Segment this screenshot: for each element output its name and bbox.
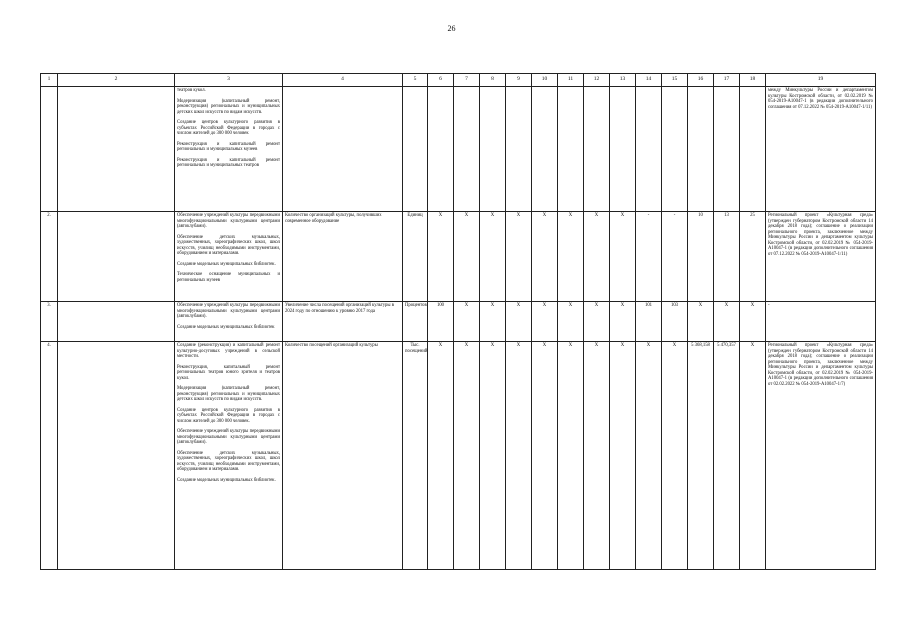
column-header: 10 [532, 74, 558, 87]
value-cell [428, 87, 454, 212]
col2-cell [58, 212, 175, 302]
value-cell: Х [558, 212, 584, 302]
value-cell [610, 87, 636, 212]
value-cell [480, 87, 506, 212]
col2-cell [58, 342, 175, 570]
column-header: 1 [41, 74, 58, 87]
row-number [41, 87, 58, 212]
value-cell: - [636, 212, 662, 302]
value-cell: Х [558, 302, 584, 342]
unit-cell: Единиц [403, 212, 428, 302]
value-cell [506, 87, 532, 212]
value-cell: Х [454, 342, 480, 570]
value-cell: Х [480, 302, 506, 342]
value-cell: Х [480, 212, 506, 302]
measure-item: Создание модельных муниципальных библиотек. [177, 261, 276, 267]
value-cell: Х [740, 302, 766, 342]
value-cell [584, 87, 610, 212]
measure-item: Создание модельных муниципальных библиотек [177, 324, 275, 330]
value-cell: Х [506, 342, 532, 570]
value-cell: Х [428, 212, 454, 302]
measure-item: Обеспечение детских музыкальных, художественных, хореографических школ, школ искусств, училищ необходимыми инструментами, оборудованием и материалами. [177, 450, 280, 472]
value-cell [688, 87, 714, 212]
value-cell [662, 87, 688, 212]
column-header: 12 [584, 74, 610, 87]
plan-table [40, 73, 876, 570]
row-number: 4. [41, 342, 58, 570]
column-header: 9 [506, 74, 532, 87]
value-cell: Х [662, 342, 688, 570]
row-number: 3. [41, 302, 58, 342]
indicator-name: Количество организаций культуры, получивших современное оборудование [283, 212, 403, 302]
unit-cell: Тыс. посещений [403, 342, 428, 570]
measure-item: Модернизация (капитальный ремонт, реконструкция) региональных и муниципальных детских школ искусств по видам искусств. [177, 386, 280, 402]
value-cell [454, 87, 480, 212]
unit-cell: Процентов [403, 302, 428, 342]
column-header: 6 [428, 74, 454, 87]
value-cell: 10 [688, 212, 714, 302]
value-cell: Х [610, 302, 636, 342]
column-header: 15 [662, 74, 688, 87]
measure-list [175, 342, 283, 570]
value-cell: Х [740, 342, 766, 570]
value-cell: Х [506, 302, 532, 342]
column-header: 3 [175, 74, 283, 87]
row-number: 2. [41, 212, 58, 302]
value-cell: Х [584, 212, 610, 302]
indicator-name: Увеличение числа посещений организаций культуры в 2024 году по отношению к уровню 2017 года [283, 302, 403, 342]
page-number: 26 [447, 24, 456, 33]
value-cell: 5 470,357 [714, 342, 740, 570]
value-cell: Х [428, 342, 454, 570]
table-row [41, 302, 876, 342]
value-cell: 5 368,158 [688, 342, 714, 570]
value-cell: 13 [714, 212, 740, 302]
measure-item: Модернизация (капитальный ремонт, реконструкция) региональных и муниципальных детских школ искусств по видам искусств. [177, 98, 280, 115]
measure-item: Реконструкция, капитальный ремонт региональных театров юного зрителя и театров кукол. [177, 364, 280, 381]
table-row [41, 342, 876, 570]
col2-cell [58, 87, 175, 212]
table-row [41, 87, 876, 212]
value-cell: 103 [662, 302, 688, 342]
column-header: 14 [636, 74, 662, 87]
measure-item: Обеспечение учреждений культуры передвижными многофункциональными культурными центрами (автоклубами). [177, 213, 280, 229]
value-cell: Х [610, 212, 636, 302]
table-body [41, 74, 876, 570]
measure-item: Обеспечение детских музыкальных, художественных, хореографических школ, школ искусств, училищ необходимыми инструментами, оборудованием и материалами. [177, 234, 280, 256]
value-cell [558, 87, 584, 212]
value-cell: Х [532, 212, 558, 302]
column-header: 13 [610, 74, 636, 87]
value-cell [532, 87, 558, 212]
source-document: Региональный проект «Культурная среда» (утвержден губернатором Костромской области 14 декабря 2018 года); соглашение о реализации регионального проекта, заключенное между Минкультуры России и департаментом культуры Костромской области, от 02.02.2019 № 054-2019-А10047-1 (в редакции дополнительного соглашения от 07.12.2022 № 054-2019-А10047-1/11) [766, 212, 876, 302]
column-header: 4 [283, 74, 403, 87]
value-cell [740, 87, 766, 212]
measure-list [175, 212, 283, 302]
value-cell: Х [714, 302, 740, 342]
col2-cell [58, 302, 175, 342]
value-cell: 101 [636, 302, 662, 342]
measure-item: Реконструкция и капитальный ремонт региональных и муниципальных театров [177, 157, 280, 168]
value-cell: Х [636, 342, 662, 570]
source-document: между Минкультуры России и департаментом культуры Костромской области, от 02.02.2019 № 054-2019-А10047-1 (в редакции дополнительного соглашения от 07.12.2022 № 054-2019-А10047-1/11) [766, 87, 876, 212]
column-header: 7 [454, 74, 480, 87]
measure-item: Создание центров культурного развития в субъектах Российской Федерации в городах с числом жителей до 300 000 человек [177, 120, 280, 136]
value-cell: Х [532, 302, 558, 342]
indicator-name [283, 87, 403, 212]
value-cell: Х [454, 212, 480, 302]
value-cell [714, 87, 740, 212]
measure-item: театров кукол. [177, 88, 206, 93]
column-header: 8 [480, 74, 506, 87]
source-document: - [766, 302, 876, 342]
value-cell: - [662, 212, 688, 302]
column-header: 2 [58, 74, 175, 87]
measure-item: Обеспечение учреждений культуры передвижными многофункциональными культурными центрами (автоклубами). [177, 303, 280, 319]
table-row [41, 212, 876, 302]
source-document: Региональный проект «Культурная среда» (утвержден губернатором Костромской области 14 декабря 2018 года); соглашение о реализации регионального проекта, заключенное между Минкультуры России и департаментом культуры Костромской области, от 02.02.2019 № 054-2019-А10047-1 (в редакции дополнительного соглашения от 02.02.2022 № 054-2019-А10047-1/7) [766, 342, 876, 570]
measure-list [175, 87, 283, 212]
value-cell: Х [532, 342, 558, 570]
value-cell [636, 87, 662, 212]
value-cell: Х [584, 302, 610, 342]
measure-item: Реконструкция и капитальный ремонт региональных и муниципальных музеев [177, 141, 280, 152]
value-cell: Х [454, 302, 480, 342]
column-header: 19 [766, 74, 876, 87]
measure-item: Создание центров культурного развития в субъектах Российской Федерации в городах с числом жителей до 300 000 человек. [177, 407, 280, 424]
value-cell: Х [558, 342, 584, 570]
header-row [41, 74, 876, 87]
column-header: 11 [558, 74, 584, 87]
measure-list [175, 302, 283, 342]
value-cell: Х [610, 342, 636, 570]
column-header: 17 [714, 74, 740, 87]
indicator-name: Количество посещений организаций культуры [283, 342, 403, 570]
value-cell: Х [584, 342, 610, 570]
measure-item: Создание модельных муниципальных библиотек. [177, 477, 276, 483]
column-header: 5 [403, 74, 428, 87]
measure-item: Создание (реконструкция) и капитальный ремонт культурно-досуговых учреждений в сельской местности. [177, 343, 280, 359]
value-cell: 100 [428, 302, 454, 342]
measure-item: Обеспечение учреждений культуры передвижными многофункциональными культурными центрами (автоклубами). [177, 429, 280, 445]
value-cell: Х [688, 302, 714, 342]
column-header: 16 [688, 74, 714, 87]
value-cell: Х [480, 342, 506, 570]
column-header: 18 [740, 74, 766, 87]
value-cell: 25 [740, 212, 766, 302]
measure-item: Техническое оснащение муниципальных и региональных музеев [177, 272, 280, 283]
value-cell: Х [506, 212, 532, 302]
unit-cell [403, 87, 428, 212]
